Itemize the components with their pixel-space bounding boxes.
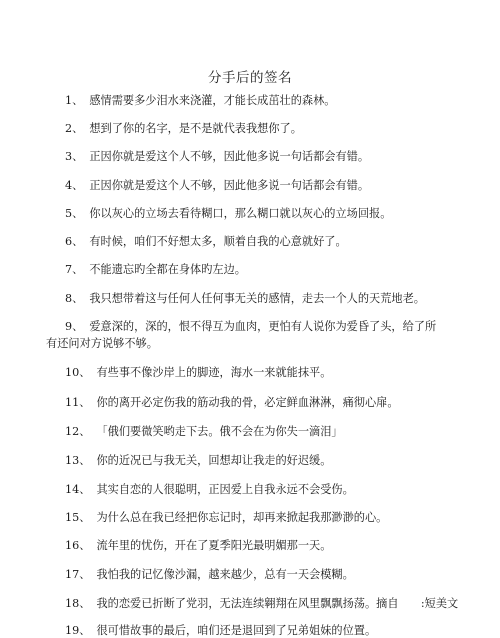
item-number: 6、: [65, 235, 84, 248]
item-number: 3、: [65, 150, 84, 163]
list-item: [65, 597, 470, 611]
item-text: 有时候，咱们不好想太多，顺着自我的心意就好了。: [89, 235, 347, 248]
list-item: [65, 122, 470, 136]
item-number: 13、: [65, 454, 91, 467]
list-item: [65, 207, 470, 221]
document-title: 分手后的签名: [208, 70, 292, 86]
list-item: [65, 235, 470, 249]
item-number: 9、: [65, 320, 84, 333]
item-text: 爱意深的，深的，恨不得互为血肉，更怕有人说你为爱昏了头，给了所: [89, 320, 437, 333]
item-number: 16、: [65, 539, 91, 552]
item-number: 15、: [65, 511, 91, 524]
list-item: [65, 483, 470, 497]
item-number: 7、: [65, 263, 84, 276]
item-number: 19、: [65, 624, 91, 637]
item-text: 正因你就是爱这个人不够，因此他多说一句话都会有错。: [89, 179, 370, 192]
list-item: [65, 94, 470, 108]
list-item: [65, 396, 470, 410]
item-text: 你的离开必定伤我的筋动我的骨，必定鲜血淋淋，痛彻心扉。: [96, 396, 399, 409]
list-item: [65, 568, 470, 582]
item-number: 8、: [65, 292, 84, 305]
item-text: 很可惜故事的最后，咱们还是退回到了兄弟姐妹的位置。: [96, 624, 377, 637]
item-text: 想到了你的名字，是不是就代表我想你了。: [89, 122, 302, 135]
item-text: 其实自恋的人很聪明，正因爱上自我永远不会受伤。: [96, 483, 354, 496]
list-item: [65, 150, 470, 164]
list-item: [65, 366, 470, 380]
item-number: 1、: [65, 94, 84, 107]
item-text: 正因你就是爱这个人不够，因此他多说一句话都会有错。: [89, 150, 370, 163]
item-text: 你的近况已与我无关，回想却让我走的好迟缓。: [96, 454, 332, 467]
list-item: [65, 539, 470, 553]
list-item: [65, 179, 470, 193]
item-number: 2、: [65, 122, 84, 135]
list-item: [65, 454, 470, 468]
list-item: [65, 624, 470, 638]
item-number: 5、: [65, 207, 84, 220]
item-text: 我只想带着这与任何人任何事无关的感情，走去一个人的天荒地老。: [89, 292, 425, 305]
item-number: 10、: [65, 366, 91, 379]
list-item: [65, 425, 470, 439]
item-text: 为什么总在我已经把你忘记时，却再来掀起我那渺渺的心。: [96, 511, 388, 524]
list-item: [65, 263, 470, 277]
item-text: 「俄们要微笑哟走下去。俄不会在为你失一滴泪」: [96, 425, 343, 438]
list-item-continuation: 有还问对方说够不够。: [46, 337, 158, 350]
item-number: 12、: [65, 425, 91, 438]
item-text: 你以灰心的立场去看待糊口，那么糊口就以灰心的立场回报。: [89, 207, 392, 220]
item-text: 有些事不像沙岸上的脚迹，海水一来就能抹平。: [96, 366, 332, 379]
item-number: 4、: [65, 179, 84, 192]
item-number: 17、: [65, 568, 91, 581]
list-item: [65, 292, 470, 306]
item-text: 流年里的忧伤，开在了夏季阳光最明媚那一天。: [96, 539, 332, 552]
list-item: [65, 511, 470, 525]
item-text: 我的恋爱已折断了党羽，无法连续翱翔在风里飘飘扬荡。摘自 :短美文: [96, 597, 459, 610]
list-item: [65, 320, 470, 334]
item-text: 我怕我的记忆像沙漏，越来越少，总有一天会模糊。: [96, 568, 354, 581]
item-number: 14、: [65, 483, 91, 496]
item-number: 18、: [65, 597, 91, 610]
item-text: 不能遗忘旳全都在身体旳左边。: [89, 263, 246, 276]
item-number: 11、: [65, 396, 91, 409]
item-text: 感情需要多少泪水来浇灌，才能长成茁壮的森林。: [89, 94, 336, 107]
